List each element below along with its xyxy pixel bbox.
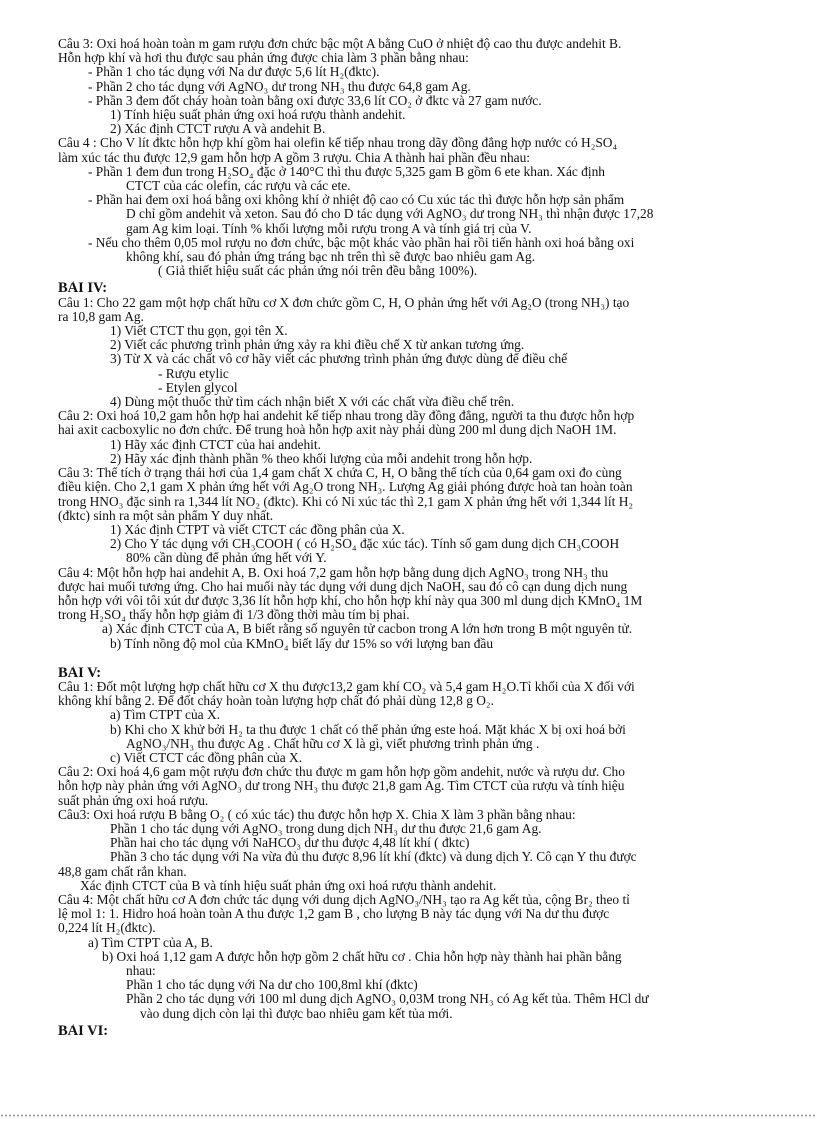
text-line: 1) Viết CTCT thu gọn, gọi tên X. (110, 324, 288, 339)
text-line: gam Ag kim loại. Tính % khối lượng mỗi rượu trong A và tính giá trị của V. (126, 221, 532, 236)
text-line: hai axit cacboxylic no đơn chức. Để trung hoà hỗn hợp axit này phải dùng 200 ml dung dịch NaOH 1M. (58, 423, 617, 438)
text-line: - Etylen glycol (158, 380, 238, 395)
text-line: vào dung dịch còn lại thì được bao nhiêu gam kết tủa mới. (140, 1006, 453, 1021)
text-line: 2) Xác định CTCT rượu A và andehit B. (110, 122, 326, 137)
text-line: - Nếu cho thêm 0,05 mol rượu no đơn chức, bậc một khác vào phần hai rồi tiến hành oxi hoá bằng oxi (88, 235, 635, 250)
text-line: Phần 1 cho tác dụng với AgNO₃ trong dung dịch NH₃ dư thu được 21,6 gam Ag. (110, 821, 542, 836)
text-line: trong H₂SO₄ thấy hỗn hợp giảm đi 1/3 đồng thời màu tím bị phai. (58, 608, 410, 623)
text-line: nhau: (126, 964, 156, 978)
text-line: trong HNO₃ đặc sinh ra 1,344 lít NO₂ (đktc). Khi có Ni xúc tác thì 2,1 gam X phản ứng hết với 1,344 lít H₂ (58, 494, 634, 509)
text-line: 1) Xác định CTPT và viết CTCT các đồng phân của X. (110, 522, 405, 537)
text-line: Phần 1 cho tác dụng với Na dư cho 100,8ml khí (đktc) (126, 978, 418, 993)
text-line: suất phản ứng oxi hoá rượu. (58, 793, 209, 808)
text-line: Câu3: Oxi hoá rượu B bằng O₂ ( có xúc tác) thu được hỗn hợp X. Chia X làm 3 phần bằng nhau: (58, 807, 576, 822)
text-line: hỗn hợp này phản ứng với AgNO₃ dư trong NH₃ thu được 21,8 gam Ag. Tìm CTCT của rượu và tính hiệu (58, 779, 625, 794)
text-line: Câu 1: Đốt một lượng hợp chất hữu cơ X thu được13,2 gam khí CO₂ và 5,4 gam H₂O.Tỉ khối của X đối với (58, 679, 635, 694)
text-line: hỗn hợp với vôi tôi xút dư được 3,36 lít hỗn hợp khí, cho hỗn hợp khí này qua 300 ml dung dịch KMnO₄ 1M (58, 593, 643, 608)
text-line: Câu 1: Cho 22 gam một hợp chất hữu cơ X đơn chức gồm C, H, O phản ứng hết với Ag₂O (trong NH₃) tạo (58, 295, 630, 310)
text-line: Câu 2: Oxi hoá 10,2 gam hỗn hợp hai andehit kế tiếp nhau trong dãy đồng đẳng, người ta thu được hỗn hợp (58, 409, 635, 424)
text-line: b) Khi cho X khử bởi H₂ ta thu được 1 chất có thể phản ứng este hoá. Mặt khác X bị oxi hoá bởi (110, 722, 626, 737)
spacer (58, 651, 770, 663)
text-line: (đktc) sinh ra một sản phẩm Y duy nhất. (58, 508, 274, 523)
text-line: làm xúc tác thu được 12,9 gam hỗn hợp A gồm 3 rượu. Chia A thành hai phần đều nhau: (58, 150, 530, 165)
text-line: c) Viết CTCT các đồng phân của X. (110, 750, 303, 765)
text-line: - Phần hai đem oxi hoá bằng oxi không khí ở nhiệt độ cao có Cu xúc tác thì được hỗn hợp sản phẩm (88, 193, 625, 208)
text-line: CTCT của các olefin, các rượu và các ete. (126, 179, 351, 194)
text-line: a) Xác định CTCT của A, B biết rằng số nguyên tử cacbon trong A lớn hơn trong B một nguyên tử. (102, 622, 633, 637)
text-line: 4) Dùng một thuốc thử tìm cách nhận biết X với các chất vừa điều chế trên. (110, 395, 515, 410)
text-line: Câu 3: Oxi hoá hoàn toàn m gam rượu đơn chức bậc một A bằng CuO ở nhiệt độ cao thu được andehit B. (58, 37, 622, 51)
text-line: - Rượu etylic (158, 366, 229, 381)
text-line: Phần 2 cho tác dụng với 100 ml dung dịch AgNO₃ 0,03M trong NH₃ có Ag kết tủa. Thêm HCl dư (126, 992, 649, 1007)
text-line: Câu 3: Thể tích ở trạng thái hơi của 1,4 gam chất X chứa C, H, O bằng thể tích của 0,64 gam oxi đo cùng (58, 466, 622, 481)
text-line: điều kiện. Cho 2,1 gam X phản ứng hết với Ag₂O trong NH₃. Lượng Ag giải phóng được hoà tan hoàn toàn (58, 480, 633, 495)
text-line: 80% cần dùng để phản ứng hết với Y. (126, 551, 327, 566)
document-page (58, 37, 770, 1038)
text-line: không khí bằng 2. Để đốt cháy hoàn toàn lượng hợp chất đó phải dùng 12,8 g O₂. (58, 694, 494, 709)
text-line: lệ mol 1: 1. Hidro hoá hoàn toàn A thu được 1,2 gam B , cho lượng B này tác dụng với Na dư thu được (58, 907, 610, 922)
text-line: Câu 4: Một hỗn hợp hai andehit A, B. Oxi hoá 7,2 gam hỗn hợp bằng dung dịch AgNO₃ trong NH₃ thu (58, 565, 609, 580)
section-heading: BÀI VI: (58, 1023, 109, 1039)
text-line: Phần 3 cho tác dụng với Na vừa đủ thu được 8,96 lít khí (đktc) và dung dịch Y. Cô cạn Y thu được (110, 850, 637, 865)
section-heading: BÀI IV: (58, 281, 108, 296)
text-line: 1) Hãy xác định CTCT của hai andehit. (110, 437, 321, 452)
text-line: 2) Viết các phương trình phản ứng xảy ra khi điều chế X từ ankan tương ứng. (110, 338, 525, 353)
text-line: được hai muối tương ứng. Cho hai muối này tác dụng với dung dịch NaOH, sau đó cô cạn dung dịch nung (58, 579, 628, 594)
text-line: 3) Từ X và các chất vô cơ hãy viết các phương trình phản ứng được dùng để điều chế (110, 352, 568, 367)
section-heading: BÀI V: (58, 665, 102, 680)
text-line: Câu 4: Một chất hữu cơ A đơn chức tác dụng với dung dịch AgNO₃/NH₃ tạo ra Ag kết tủa, cộng Br₂ theo tỉ (58, 892, 630, 907)
text-line: b) Tính nồng độ mol của KMnO₄ biết lấy dư 15% so với lượng ban đầu (110, 636, 494, 651)
text-line: 0,224 lít H₂(đktc). (58, 921, 156, 936)
dotted-bottom-border (0, 1114, 816, 1117)
text-line: D chỉ gồm andehit và xeton. Sau đó cho D tác dụng với AgNO₃ dư trong NH₃ thì nhận được 17,28 (126, 207, 654, 222)
text-line: a) Tìm CTPT của X. (110, 708, 220, 723)
text-line: Phần hai cho tác dụng với NaHCO₃ dư thu được 4,48 lít khí ( đktc) (110, 836, 470, 851)
text-line: Hỗn hợp khí và hơi thu được sau phản ứng được chia làm 3 phần bằng nhau: (58, 51, 469, 66)
text-line: 2) Cho Y tác dụng với CH₃COOH ( có H₂SO₄ đặc xúc tác). Tính số gam dung dịch CH₃COOH (110, 537, 620, 552)
text-line: Câu 2: Oxi hoá 4,6 gam một rượu đơn chức thu được m gam hỗn hợp gồm andehit, nước và rượu dư. Cho (58, 765, 625, 780)
text-line: ra 10,8 gam Ag. (58, 309, 144, 324)
text-line: - Phần 1 cho tác dụng với Na dư được 5,6 lít H₂(đktc). (88, 65, 380, 80)
text-line: Câu 4 : Cho V lít đktc hỗn hợp khí gồm hai olefin kế tiếp nhau trong dãy đồng đẳng hợp nước có H₂SO₄ (58, 136, 618, 151)
text-line: AgNO₃/NH₃ thu được Ag . Chất hữu cơ X là gì, viết phương trình phản ứng . (126, 736, 540, 751)
text-line: - Phần 1 đem đun trong H₂SO₄ đặc ở 140°C thì thu được 5,325 gam B gồm 6 ete khan. Xác định (88, 164, 605, 179)
text-line: Xác định CTCT của B và tính hiệu suất phản ứng oxi hoá rượu thành andehit. (80, 878, 497, 893)
text-line: ( Giả thiết hiệu suất các phản ứng nói trên đều bằng 100%). (158, 264, 478, 279)
text-line: 2) Hãy xác định thành phần % theo khối lượng của mỗi andehit trong hỗn hợp. (110, 451, 533, 466)
text-line: không khí, sau đó phản ứng tráng bạc nh trên thì sẽ được bao nhiêu gam Ag. (126, 250, 536, 265)
text-line: b) Oxi hoá 1,12 gam A được hỗn hợp gồm 2 chất hữu cơ . Chia hỗn hợp này thành hai phần bằng (102, 949, 622, 964)
text-line: - Phần 3 đem đốt cháy hoàn toàn bằng oxi được 33,6 lít CO₂ ở đktc và 27 gam nước. (88, 93, 542, 108)
text-line: 1) Tính hiệu suất phản ứng oxi hoá rượu thành andehit. (110, 108, 406, 123)
text-line: 48,8 gam chất rắn khan. (58, 864, 187, 879)
text-line: - Phần 2 cho tác dụng với AgNO₃ dư trong NH₃ thu được 64,8 gam Ag. (88, 79, 471, 94)
text-line: a) Tìm CTPT của A, B. (88, 935, 213, 950)
